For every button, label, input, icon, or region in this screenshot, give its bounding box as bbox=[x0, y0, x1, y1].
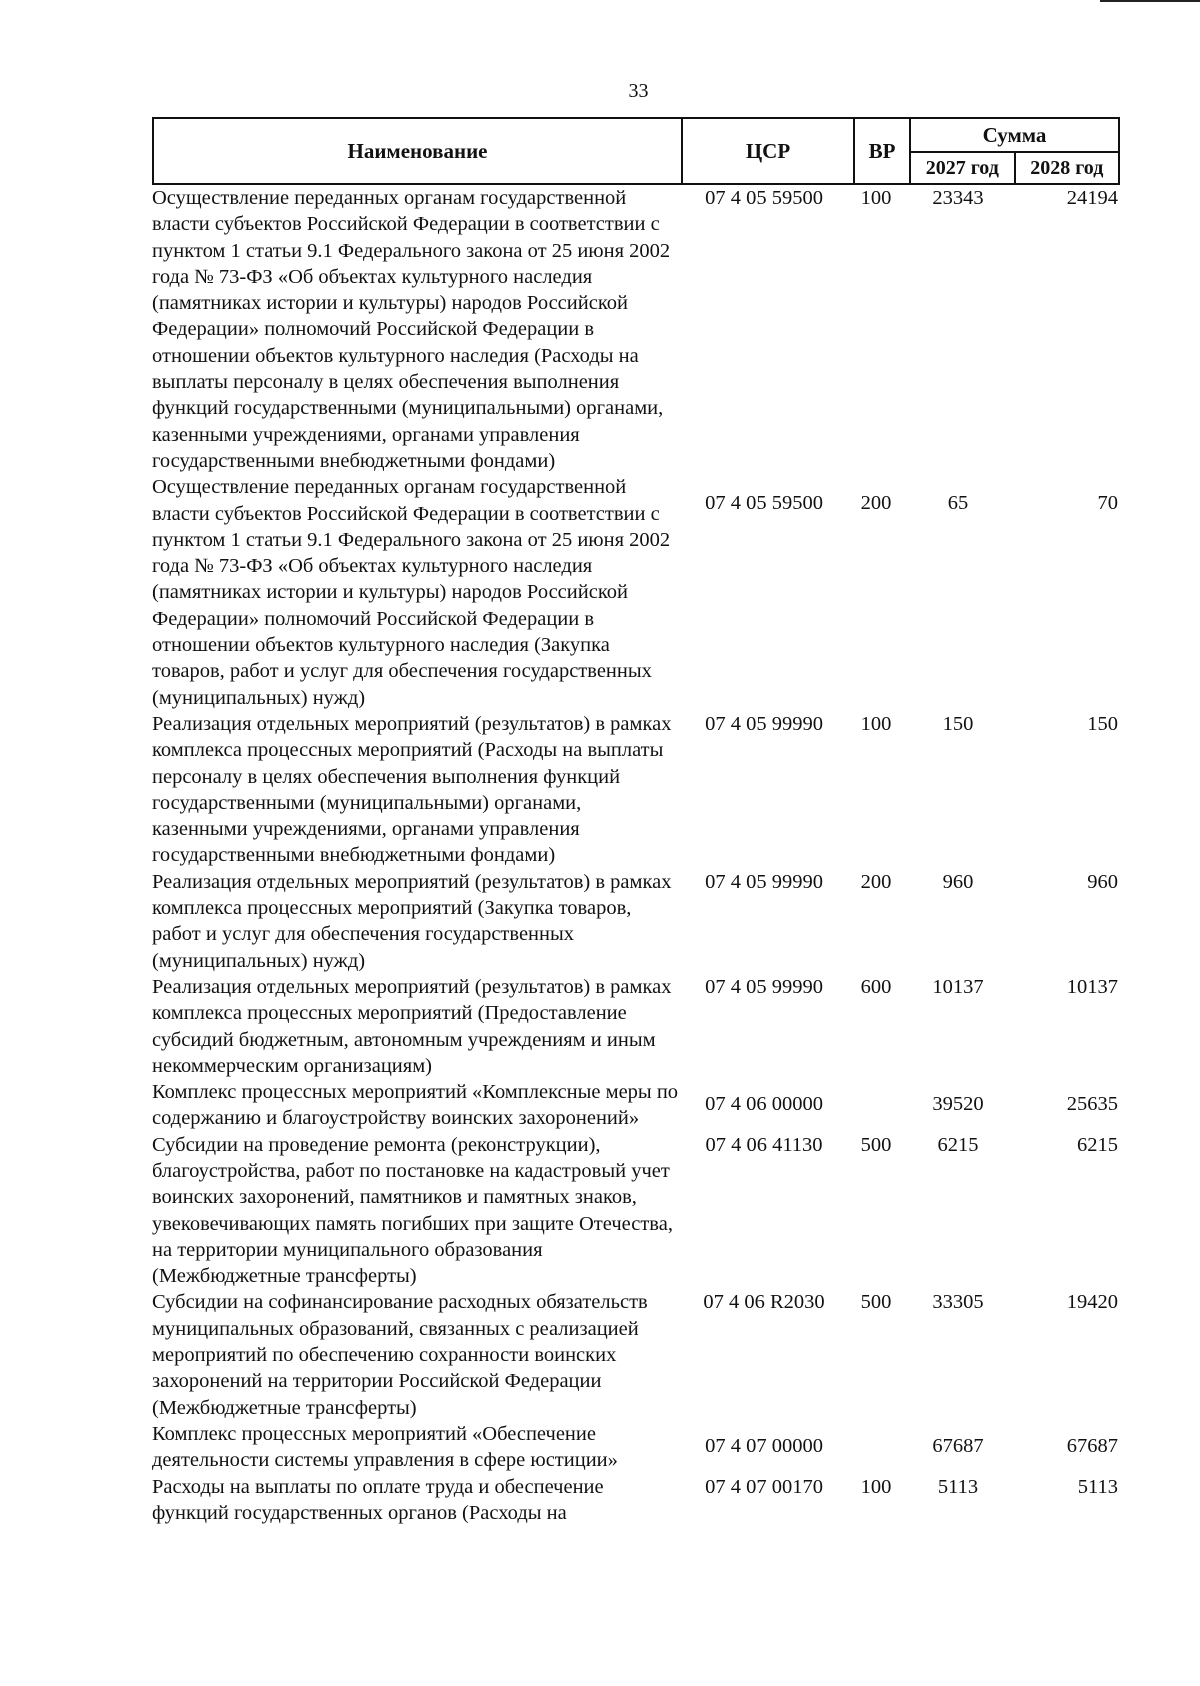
table-row bbox=[152, 869, 1120, 974]
row-vr: 100 bbox=[860, 187, 892, 209]
row-amount-2027: 67687 bbox=[932, 1434, 984, 1457]
row-csr: 07 4 07 00000 bbox=[705, 1434, 823, 1457]
row-name: Реализация отдельных мероприятий (результатов) в рамках комплекса процессных мероприятий (Предоставление субсидий бюджетным, автономным учреждениям и иным некоммерческим организациям) bbox=[152, 975, 672, 1077]
row-amount-2028: 24194 bbox=[1066, 187, 1118, 209]
header-csr: ЦСР bbox=[682, 118, 854, 184]
row-amount-2028: 67687 bbox=[1066, 1434, 1118, 1457]
table-header bbox=[152, 117, 1120, 185]
row-amount-2027: 65 bbox=[947, 492, 969, 515]
table-rows bbox=[152, 185, 1120, 1526]
row-amount-2028: 6215 bbox=[1077, 1133, 1118, 1156]
row-csr: 07 4 07 00170 bbox=[705, 1475, 823, 1498]
header-sum: Сумма bbox=[910, 118, 1119, 152]
table-row bbox=[152, 185, 1120, 474]
row-vr bbox=[849, 1421, 903, 1474]
row-amount-2027: 960 bbox=[942, 870, 974, 893]
row-amount-2027: 23343 bbox=[932, 187, 984, 209]
row-amount-2027: 6215 bbox=[937, 1133, 979, 1156]
row-vr: 100 bbox=[860, 1475, 892, 1498]
row-csr: 07 4 06 41130 bbox=[705, 1133, 823, 1156]
row-name: Комплекс процессных мероприятий «Обеспечение деятельности системы управления в сфере юстиции» bbox=[152, 1422, 618, 1472]
row-vr: 200 bbox=[860, 870, 892, 893]
header-year-2027: 2027 год bbox=[910, 152, 1015, 184]
row-amount-2027: 39520 bbox=[932, 1093, 984, 1116]
row-csr: 07 4 05 99990 bbox=[705, 870, 823, 893]
table-row bbox=[152, 711, 1120, 869]
scan-edge-mark bbox=[1100, 0, 1200, 2]
row-name: Реализация отдельных мероприятий (результатов) в рамках комплекса процессных мероприятий (Закупка товаров, работ и услуг для обеспечения государственных (муниципальных) нужд) bbox=[152, 870, 672, 972]
row-vr: 500 bbox=[860, 1291, 892, 1314]
row-amount-2028: 25635 bbox=[1066, 1093, 1118, 1116]
row-amount-2028: 150 bbox=[1087, 712, 1118, 735]
row-amount-2028: 960 bbox=[1087, 870, 1118, 893]
row-amount-2028: 19420 bbox=[1066, 1291, 1118, 1314]
row-csr: 07 4 05 99990 bbox=[705, 712, 823, 735]
table-row bbox=[152, 1421, 1120, 1474]
table-row bbox=[152, 974, 1120, 1079]
row-amount-2027: 150 bbox=[942, 712, 974, 735]
table-body bbox=[152, 185, 1120, 1526]
budget-table bbox=[152, 117, 1120, 1526]
header-name: Наименование bbox=[153, 118, 682, 184]
row-name: Комплекс процессных мероприятий «Комплексные меры по содержанию и благоустройству воинских захоронений» bbox=[152, 1081, 679, 1130]
row-csr: 07 4 05 59500 bbox=[705, 492, 823, 515]
row-amount-2028: 70 bbox=[1097, 492, 1118, 515]
table-row bbox=[152, 1289, 1120, 1420]
row-name: Субсидии на софинансирование расходных обязательств муниципальных образований, связанных с реализацией мероприятий по обеспечению сохранности воинских захоронений на территории Российской Федерации (Межбюджетные трансферты) bbox=[152, 1291, 648, 1419]
page-number: 33 bbox=[628, 80, 649, 102]
table-row bbox=[152, 1132, 1120, 1290]
row-csr: 07 4 06 R2030 bbox=[703, 1291, 825, 1314]
row-csr: 07 4 05 59500 bbox=[705, 187, 823, 209]
row-vr: 600 bbox=[860, 975, 892, 998]
row-amount-2027: 5113 bbox=[937, 1475, 979, 1498]
row-vr: 500 bbox=[860, 1133, 892, 1156]
row-amount-2028: 5113 bbox=[1077, 1475, 1118, 1498]
row-name: Реализация отдельных мероприятий (результатов) в рамках комплекса процессных мероприятий (Расходы на выплаты персоналу в целях обеспечения выполнения функций государственными (муниципальными) органами, казенными учреждениями, органами управления государственными внебюджетными фондами) bbox=[152, 712, 672, 867]
row-vr: 200 bbox=[860, 492, 892, 515]
table-row bbox=[152, 474, 1120, 711]
row-vr: 100 bbox=[860, 712, 892, 735]
row-name: Осуществление переданных органам государственной власти субъектов Российской Федерации в соответствии с пунктом 1 статьи 9.1 Федерального закона от 25 июня 2002 года № 73-ФЗ «Об объектах культурного наследия (памятниках истории и культуры) народов Российской Федерации» полномочий Российской Федерации в отношении объектов культурного наследия (Расходы на выплаты персоналу в целях обеспечения выполнения функций государственными (муниципальными) органами, казенными учреждениями, органами управления государственными внебюджетными фондами) bbox=[152, 187, 671, 472]
row-name: Расходы на выплаты по оплате труда и обеспечение функций государственных органов (Расходы на bbox=[152, 1475, 604, 1524]
row-amount-2027: 10137 bbox=[932, 975, 984, 998]
row-name: Субсидии на проведение ремонта (реконструкции), благоустройства, работ по постановке на кадастровый учет воинских захоронений, памятников и памятных знаков, увековечивающих память погибших при защите Отечества, на территории муниципального образования (Межбюджетные трансферты) bbox=[152, 1133, 673, 1288]
row-vr bbox=[849, 1079, 903, 1132]
row-amount-2027: 33305 bbox=[932, 1291, 984, 1314]
row-amount-2028: 10137 bbox=[1066, 975, 1118, 998]
header-year-2028: 2028 год bbox=[1015, 152, 1120, 184]
row-csr: 07 4 05 99990 bbox=[705, 975, 823, 998]
row-csr: 07 4 06 00000 bbox=[705, 1093, 823, 1116]
table-row bbox=[152, 1474, 1120, 1527]
header-vr: ВР bbox=[854, 118, 910, 184]
row-name: Осуществление переданных органам государственной власти субъектов Российской Федерации в соответствии с пунктом 1 статьи 9.1 Федерального закона от 25 июня 2002 года № 73-ФЗ «Об объектах культурного наследия (памятниках истории и культуры) народов Российской Федерации» полномочий Российской Федерации в отношении объектов культурного наследия (Закупка товаров, работ и услуг для обеспечения государственных (муниципальных) нужд) bbox=[152, 476, 671, 709]
table-row bbox=[152, 1079, 1120, 1132]
